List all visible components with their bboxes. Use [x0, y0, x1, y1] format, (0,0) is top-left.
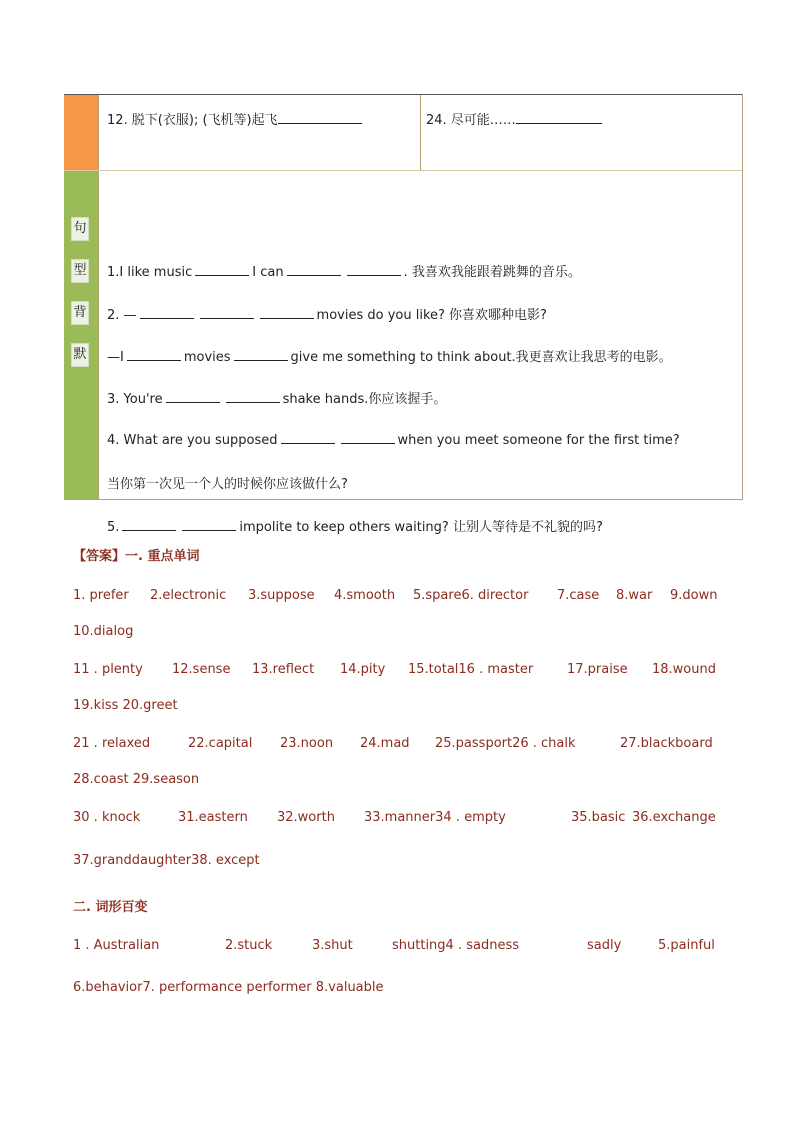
answer-word: 32.worth [277, 810, 335, 825]
answer-word: 3.shut [312, 938, 353, 953]
answer-word: 1 . Australian [73, 938, 160, 953]
answer-word: 2.electronic [150, 588, 227, 603]
answer-word: 14.pity [340, 662, 386, 677]
text: movies [183, 350, 231, 365]
text: when you meet someone for the first time? [397, 433, 680, 448]
answer-word: 17.praise [567, 662, 628, 677]
answer-heading: 二. 词形百变 [73, 900, 148, 915]
answer-blank[interactable] [287, 263, 341, 276]
orange-side-cell [64, 95, 98, 170]
sentence-cell [98, 171, 743, 535]
answer-word: 9.down [670, 588, 718, 603]
answer-word: 24.mad [360, 736, 410, 751]
answer-line: 19.kiss 20.greet [73, 698, 178, 713]
answer-word: 4.smooth [334, 588, 396, 603]
answer-word: 5.spare6. director [413, 588, 529, 603]
text: 3. You're [107, 392, 163, 407]
side-label-char: 句 [71, 217, 89, 241]
text: 2. — [107, 308, 137, 323]
answer-blank[interactable] [166, 390, 220, 403]
green-side-cell [64, 171, 98, 499]
answer-word: 7.case [557, 588, 600, 603]
text: 5. [107, 520, 120, 535]
answer-blank[interactable] [195, 263, 249, 276]
answer-heading: 【答案】一. 重点单词 [73, 549, 200, 564]
answer-word: 22.capital [188, 736, 253, 751]
answer-word: 1. prefer [73, 588, 129, 603]
answer-word: 25.passport26 . chalk [435, 736, 576, 751]
answer-word: 36.exchange [632, 810, 716, 825]
side-label-char: 型 [71, 259, 89, 283]
text: . 我喜欢我能跟着跳舞的音乐。 [403, 265, 581, 280]
answer-word: 3.suppose [248, 588, 315, 603]
answer-word: shutting4 . sadness [392, 938, 519, 953]
exercise-table [64, 94, 743, 535]
answer-word: 8.war [616, 588, 653, 603]
answer-blank[interactable] [281, 431, 335, 444]
table-row [64, 171, 742, 535]
answer-blank[interactable] [226, 390, 280, 403]
side-label-char: 默 [71, 343, 89, 367]
answer-blank[interactable] [127, 348, 181, 361]
answer-word: 27.blackboard [620, 736, 713, 751]
text: movies do you like? 你喜欢哪种电影? [316, 308, 547, 323]
text: 4. What are you supposed [107, 433, 278, 448]
answer-word: sadly [587, 938, 622, 953]
answer-line: 6.behavior7. performance performer 8.valuable [73, 980, 384, 995]
text: shake hands.你应该握手。 [282, 392, 447, 407]
cell-text: 24. 尽可能…… [426, 113, 516, 128]
vocab-cell-12 [98, 95, 421, 170]
text: give me something to think about.我更喜欢让我思考的电影。 [290, 350, 672, 365]
answer-word: 5.painful [658, 938, 715, 953]
sentence-line-5 [107, 431, 680, 448]
answer-blank[interactable] [347, 263, 401, 276]
answer-word: 30 . knock [73, 810, 141, 825]
answer-word: 15.total16 . master [408, 662, 534, 677]
table-row [64, 95, 742, 171]
vocab-cell-24 [420, 95, 742, 170]
text: impolite to keep others waiting? 让别人等待是不礼貌的吗? [239, 520, 603, 535]
cell-text: 12. 脱下(衣服); (飞机等)起飞 [107, 113, 278, 128]
answer-word: 23.noon [280, 736, 334, 751]
sentence-line-2 [107, 304, 547, 323]
answer-word: 33.manner34 . empty [364, 810, 506, 825]
text: I can [252, 265, 284, 280]
answer-blank[interactable] [260, 306, 314, 319]
sentence-line-4 [107, 388, 446, 407]
answer-line: 28.coast 29.season [73, 772, 200, 787]
answer-blank[interactable] [341, 431, 395, 444]
answer-word: 2.stuck [225, 938, 273, 953]
sentence-line-7 [107, 516, 603, 535]
answer-word: 21 . relaxed [73, 736, 151, 751]
answer-blank[interactable] [516, 110, 602, 124]
text: 当你第一次见一个人的时候你应该做什么? [107, 477, 348, 492]
answer-blank[interactable] [200, 306, 254, 319]
answer-word: 18.wound [652, 662, 716, 677]
answer-word: 12.sense [172, 662, 231, 677]
text: —I [107, 350, 124, 365]
answer-word: 35.basic [571, 810, 626, 825]
answer-word: 31.eastern [178, 810, 248, 825]
sentence-line-6 [107, 473, 348, 492]
sentence-line-3 [107, 346, 672, 365]
answer-word: 11 . plenty [73, 662, 143, 677]
side-label-char: 背 [71, 301, 89, 325]
sentence-line-1 [107, 261, 581, 280]
answer-blank[interactable] [140, 306, 194, 319]
answer-blank[interactable] [182, 518, 236, 531]
answer-line: 37.granddaughter38. except [73, 853, 260, 868]
text: 1.I like music [107, 265, 193, 280]
answer-blank[interactable] [278, 110, 362, 124]
answer-blank[interactable] [234, 348, 288, 361]
answer-blank[interactable] [122, 518, 176, 531]
answer-word: 13.reflect [252, 662, 315, 677]
answer-line: 10.dialog [73, 624, 134, 639]
